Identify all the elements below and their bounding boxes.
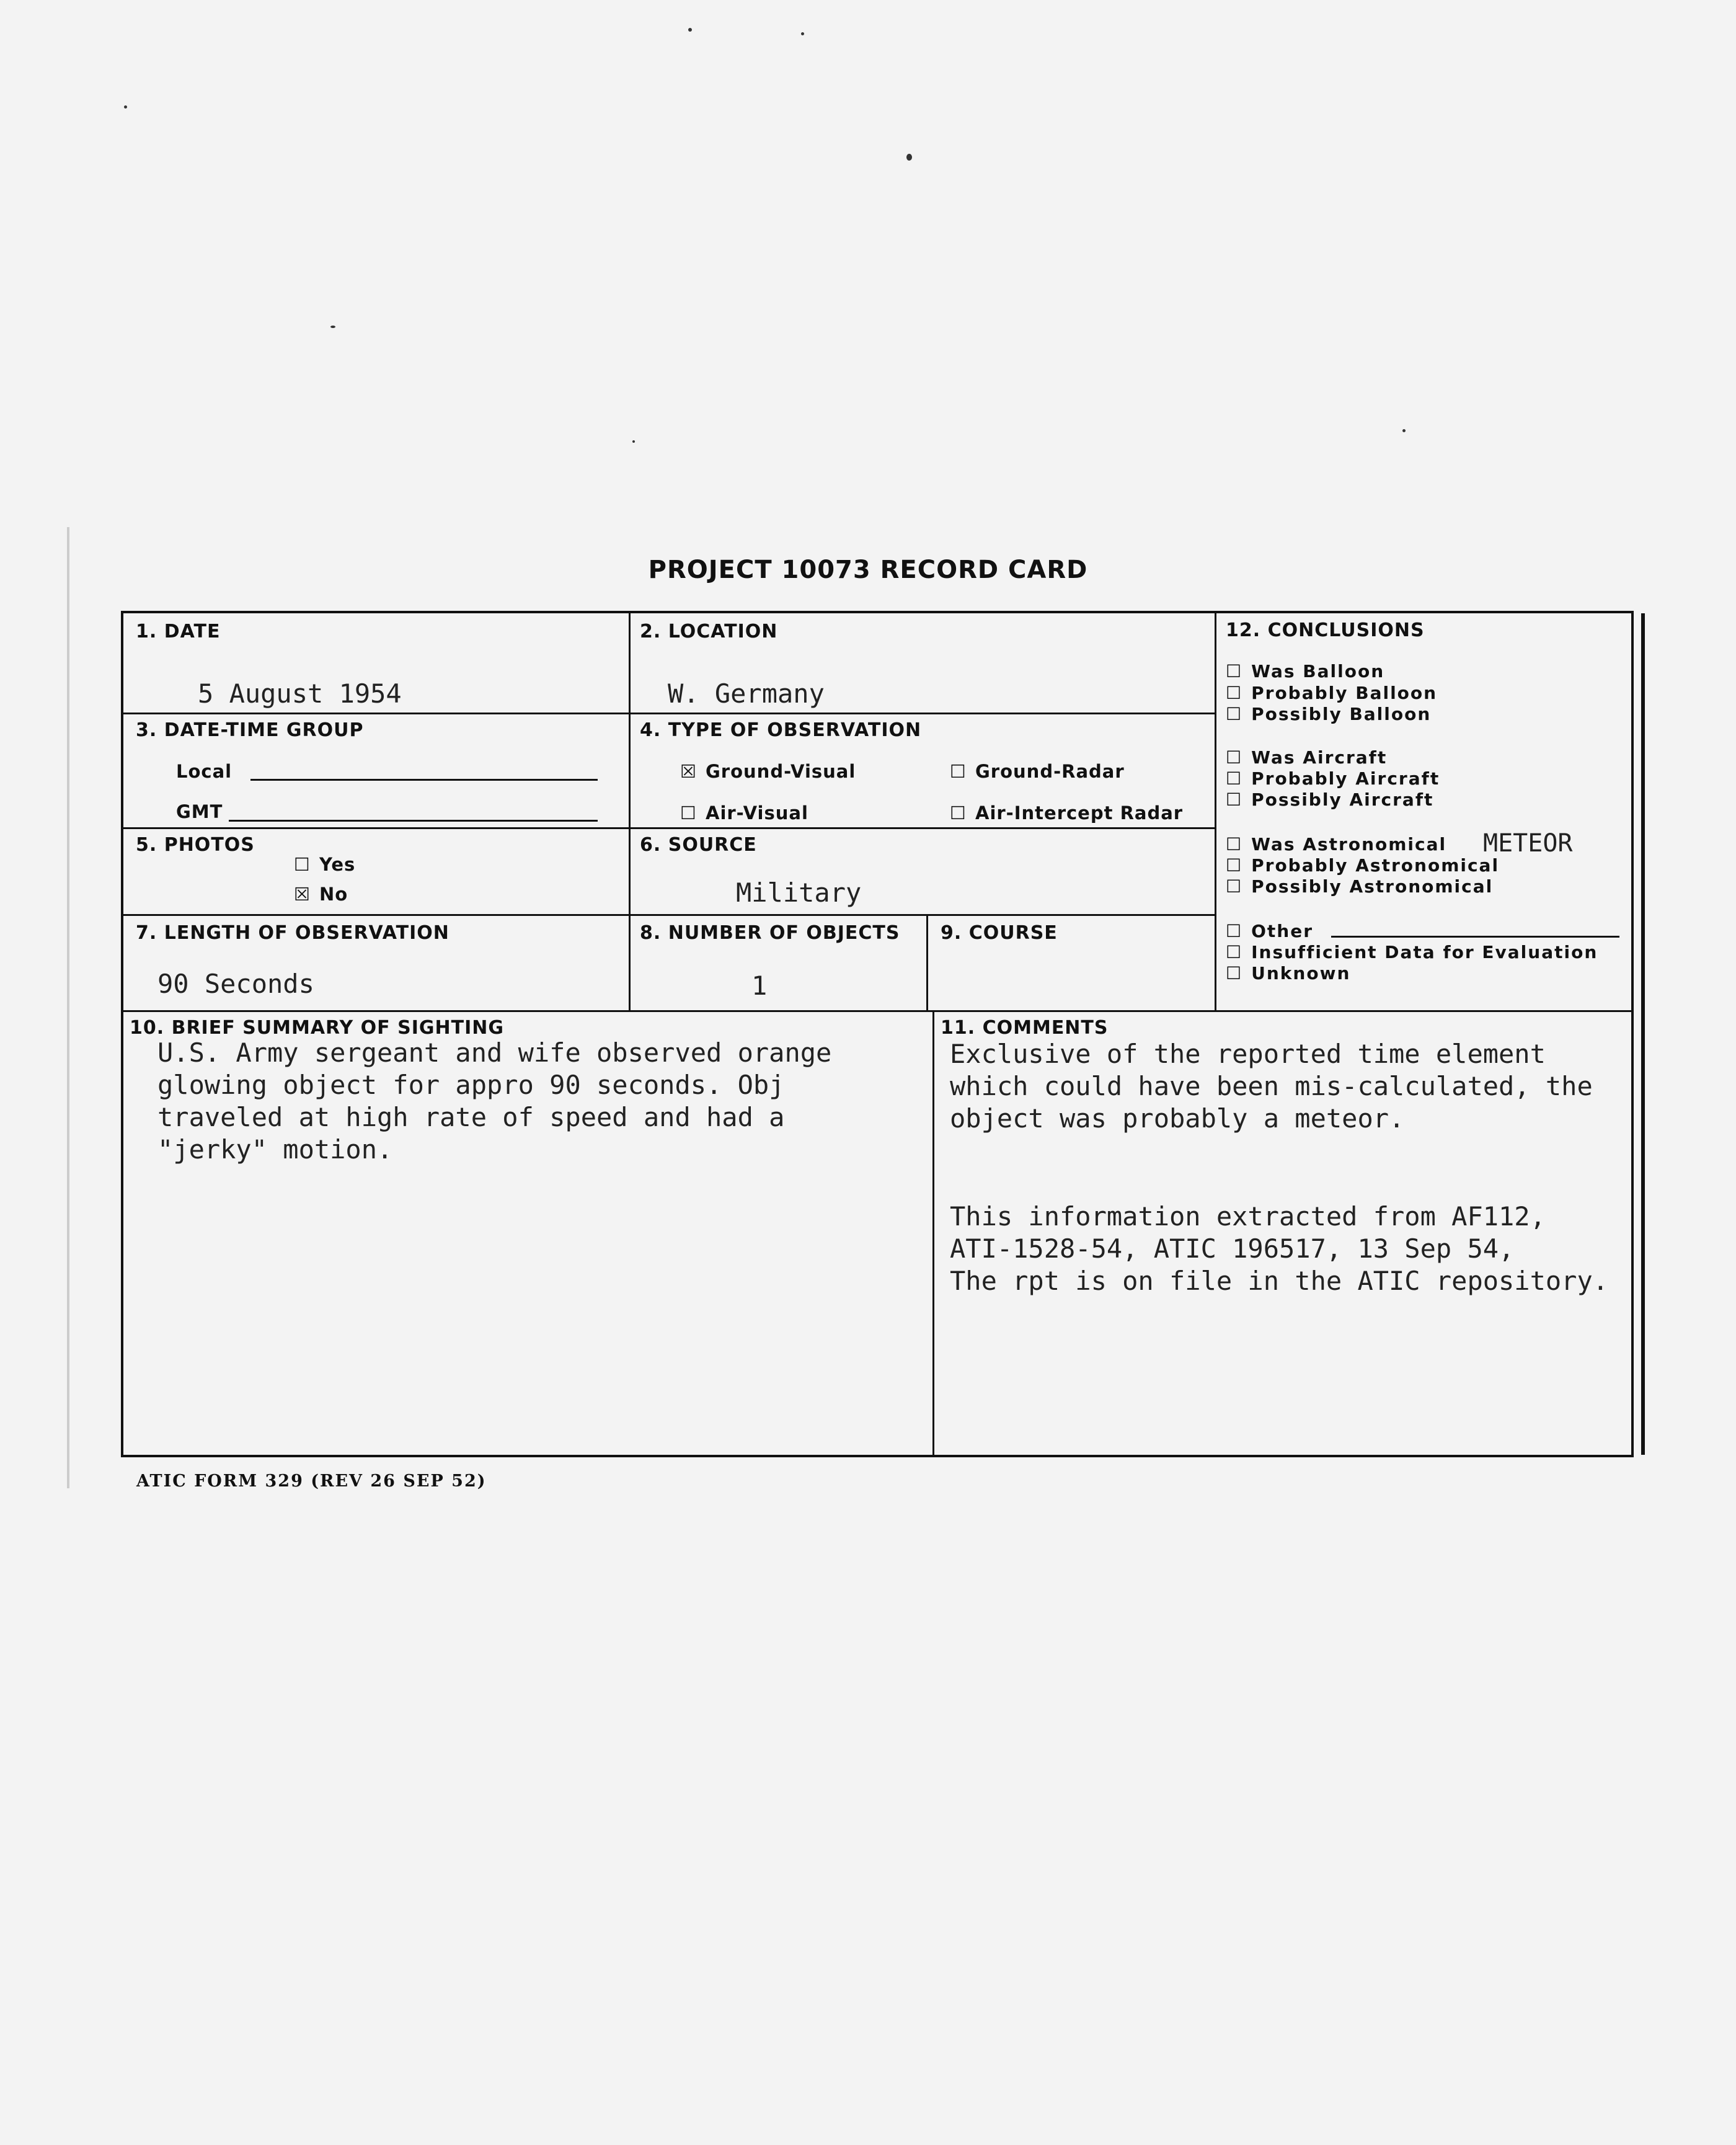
- checkbox-icon[interactable]: ☐: [1226, 942, 1243, 962]
- source-label: 6. SOURCE: [640, 834, 757, 856]
- conclusion-label: Was Aircraft: [1251, 747, 1388, 768]
- photos-label: 5. PHOTOS: [136, 834, 255, 856]
- scan-speck: [330, 326, 335, 328]
- photos-yes-label: Yes: [319, 854, 356, 875]
- number-of-objects-value: 1: [751, 970, 768, 1001]
- comments-text-1: Exclusive of the reported time element which could have been mis-calculated, the object was probably a meteor.: [950, 1039, 1593, 1134]
- air-intercept-option[interactable]: [950, 802, 1183, 824]
- air-visual-label: Air-Visual: [706, 802, 808, 824]
- conclusion-label: Insufficient Data for Evaluation: [1251, 942, 1598, 962]
- source-value: Military: [736, 877, 862, 908]
- conclusions-label: 12. CONCLUSIONS: [1226, 620, 1425, 641]
- local-label: Local: [176, 761, 232, 782]
- conclusion-label: Other: [1251, 921, 1314, 941]
- type-of-observation-cell: [629, 713, 1215, 827]
- scan-speck: [632, 440, 635, 443]
- location-cell: [629, 613, 1215, 713]
- ground-visual-label: Ground-Visual: [706, 761, 856, 782]
- conclusion-item[interactable]: [1226, 768, 1440, 789]
- length-value: 90 Seconds: [157, 969, 314, 999]
- summary-cell: [123, 1010, 932, 1457]
- conclusion-item[interactable]: [1226, 963, 1350, 984]
- conclusion-item[interactable]: [1226, 704, 1431, 724]
- conclusion-item[interactable]: [1226, 747, 1387, 768]
- comments-label: 11. COMMENTS: [941, 1017, 1109, 1039]
- photos-cell: [123, 827, 629, 914]
- scan-speck: [906, 154, 912, 161]
- scan-speck: [67, 527, 69, 1488]
- checked-box-icon[interactable]: ☒: [294, 884, 311, 905]
- checkbox-icon[interactable]: ☐: [1226, 855, 1243, 876]
- conclusion-item[interactable]: [1226, 942, 1598, 962]
- record-card: [121, 611, 1634, 1457]
- photos-no-label: No: [319, 884, 348, 905]
- checkbox-icon[interactable]: ☐: [1226, 747, 1243, 768]
- scan-speck: [801, 32, 804, 35]
- conclusion-item[interactable]: [1226, 855, 1499, 876]
- local-field-line[interactable]: [250, 779, 598, 781]
- checkbox-icon[interactable]: ☐: [950, 802, 967, 824]
- course-label: 9. COURSE: [941, 922, 1058, 944]
- type-of-observation-label: 4. TYPE OF OBSERVATION: [640, 719, 922, 741]
- dtg-label: 3. DATE-TIME GROUP: [136, 719, 364, 741]
- checkbox-icon[interactable]: ☐: [1226, 661, 1243, 682]
- date-cell: [123, 613, 629, 713]
- date-value: 5 August 1954: [198, 678, 402, 709]
- conclusion-label: Probably Aircraft: [1251, 768, 1440, 789]
- checkbox-icon[interactable]: ☐: [1226, 921, 1243, 941]
- gmt-label: GMT: [176, 801, 223, 822]
- conclusion-label: Probably Balloon: [1251, 683, 1438, 703]
- air-intercept-label: Air-Intercept Radar: [975, 802, 1184, 824]
- air-visual-option[interactable]: [680, 802, 808, 824]
- checkbox-icon[interactable]: ☐: [1226, 834, 1243, 855]
- length-cell: [123, 914, 629, 1010]
- checkbox-icon[interactable]: ☐: [1226, 876, 1243, 897]
- ground-radar-option[interactable]: [950, 761, 1125, 782]
- other-field-line[interactable]: [1331, 936, 1619, 938]
- form-footer: ATIC FORM 329 (REV 26 SEP 52): [136, 1472, 487, 1491]
- conclusion-item[interactable]: [1226, 661, 1384, 682]
- checkbox-icon[interactable]: ☐: [1226, 963, 1243, 984]
- photos-no-option[interactable]: [294, 884, 348, 905]
- checkbox-icon[interactable]: ☐: [294, 854, 311, 875]
- checked-box-icon[interactable]: ☒: [680, 761, 697, 782]
- scan-speck: [1402, 429, 1406, 432]
- photos-yes-option[interactable]: [294, 854, 355, 875]
- conclusion-label: Possibly Astronomical: [1251, 876, 1494, 897]
- conclusion-item[interactable]: [1226, 834, 1446, 855]
- conclusion-label: Probably Astronomical: [1251, 855, 1500, 876]
- dtg-cell: [123, 713, 629, 827]
- checkbox-icon[interactable]: ☐: [680, 802, 697, 824]
- conclusion-label: Was Balloon: [1251, 661, 1385, 682]
- conclusion-label: Unknown: [1251, 963, 1351, 984]
- comments-cell: [932, 1010, 1634, 1457]
- ground-radar-label: Ground-Radar: [975, 761, 1125, 782]
- conclusion-item[interactable]: [1226, 876, 1493, 897]
- card-title: PROJECT 10073 RECORD CARD: [648, 556, 1088, 584]
- checkbox-icon[interactable]: ☐: [1226, 789, 1243, 810]
- conclusion-item[interactable]: [1226, 789, 1433, 810]
- summary-text: U.S. Army sergeant and wife observed orange glowing object for appro 90 seconds. Obj traveled at high rate of speed and had a "jerky" motion.: [157, 1037, 832, 1165]
- comments-text-2: This information extracted from AF112, ATI-1528-54, ATIC 196517, 13 Sep 54, The rpt is on file in the ATIC repository.: [950, 1201, 1609, 1296]
- checkbox-icon[interactable]: ☐: [1226, 683, 1243, 703]
- checkbox-icon[interactable]: ☐: [950, 761, 967, 782]
- conclusions-cell: [1215, 613, 1634, 1010]
- conclusion-label: Was Astronomical: [1251, 834, 1447, 855]
- location-label: 2. LOCATION: [640, 621, 778, 642]
- scan-speck: [688, 28, 692, 32]
- checkbox-icon[interactable]: ☐: [1226, 704, 1243, 724]
- number-of-objects-label: 8. NUMBER OF OBJECTS: [640, 922, 900, 944]
- conclusion-label: Possibly Aircraft: [1251, 789, 1434, 810]
- summary-label: 10. BRIEF SUMMARY OF SIGHTING: [130, 1017, 504, 1039]
- location-value: W. Germany: [668, 678, 825, 709]
- meteor-note: METEOR: [1483, 829, 1573, 858]
- conclusion-item[interactable]: [1226, 683, 1437, 703]
- scan-speck: [124, 105, 127, 109]
- date-label: 1. DATE: [136, 621, 221, 642]
- checkbox-icon[interactable]: ☐: [1226, 768, 1243, 789]
- gmt-field-line[interactable]: [229, 820, 598, 822]
- source-cell: [629, 827, 1215, 914]
- ground-visual-option[interactable]: [680, 761, 856, 782]
- conclusion-label: Possibly Balloon: [1251, 704, 1432, 724]
- number-of-objects-cell: [629, 914, 926, 1010]
- length-label: 7. LENGTH OF OBSERVATION: [136, 922, 450, 944]
- conclusion-item[interactable]: [1226, 921, 1313, 941]
- course-cell: [926, 914, 1215, 1010]
